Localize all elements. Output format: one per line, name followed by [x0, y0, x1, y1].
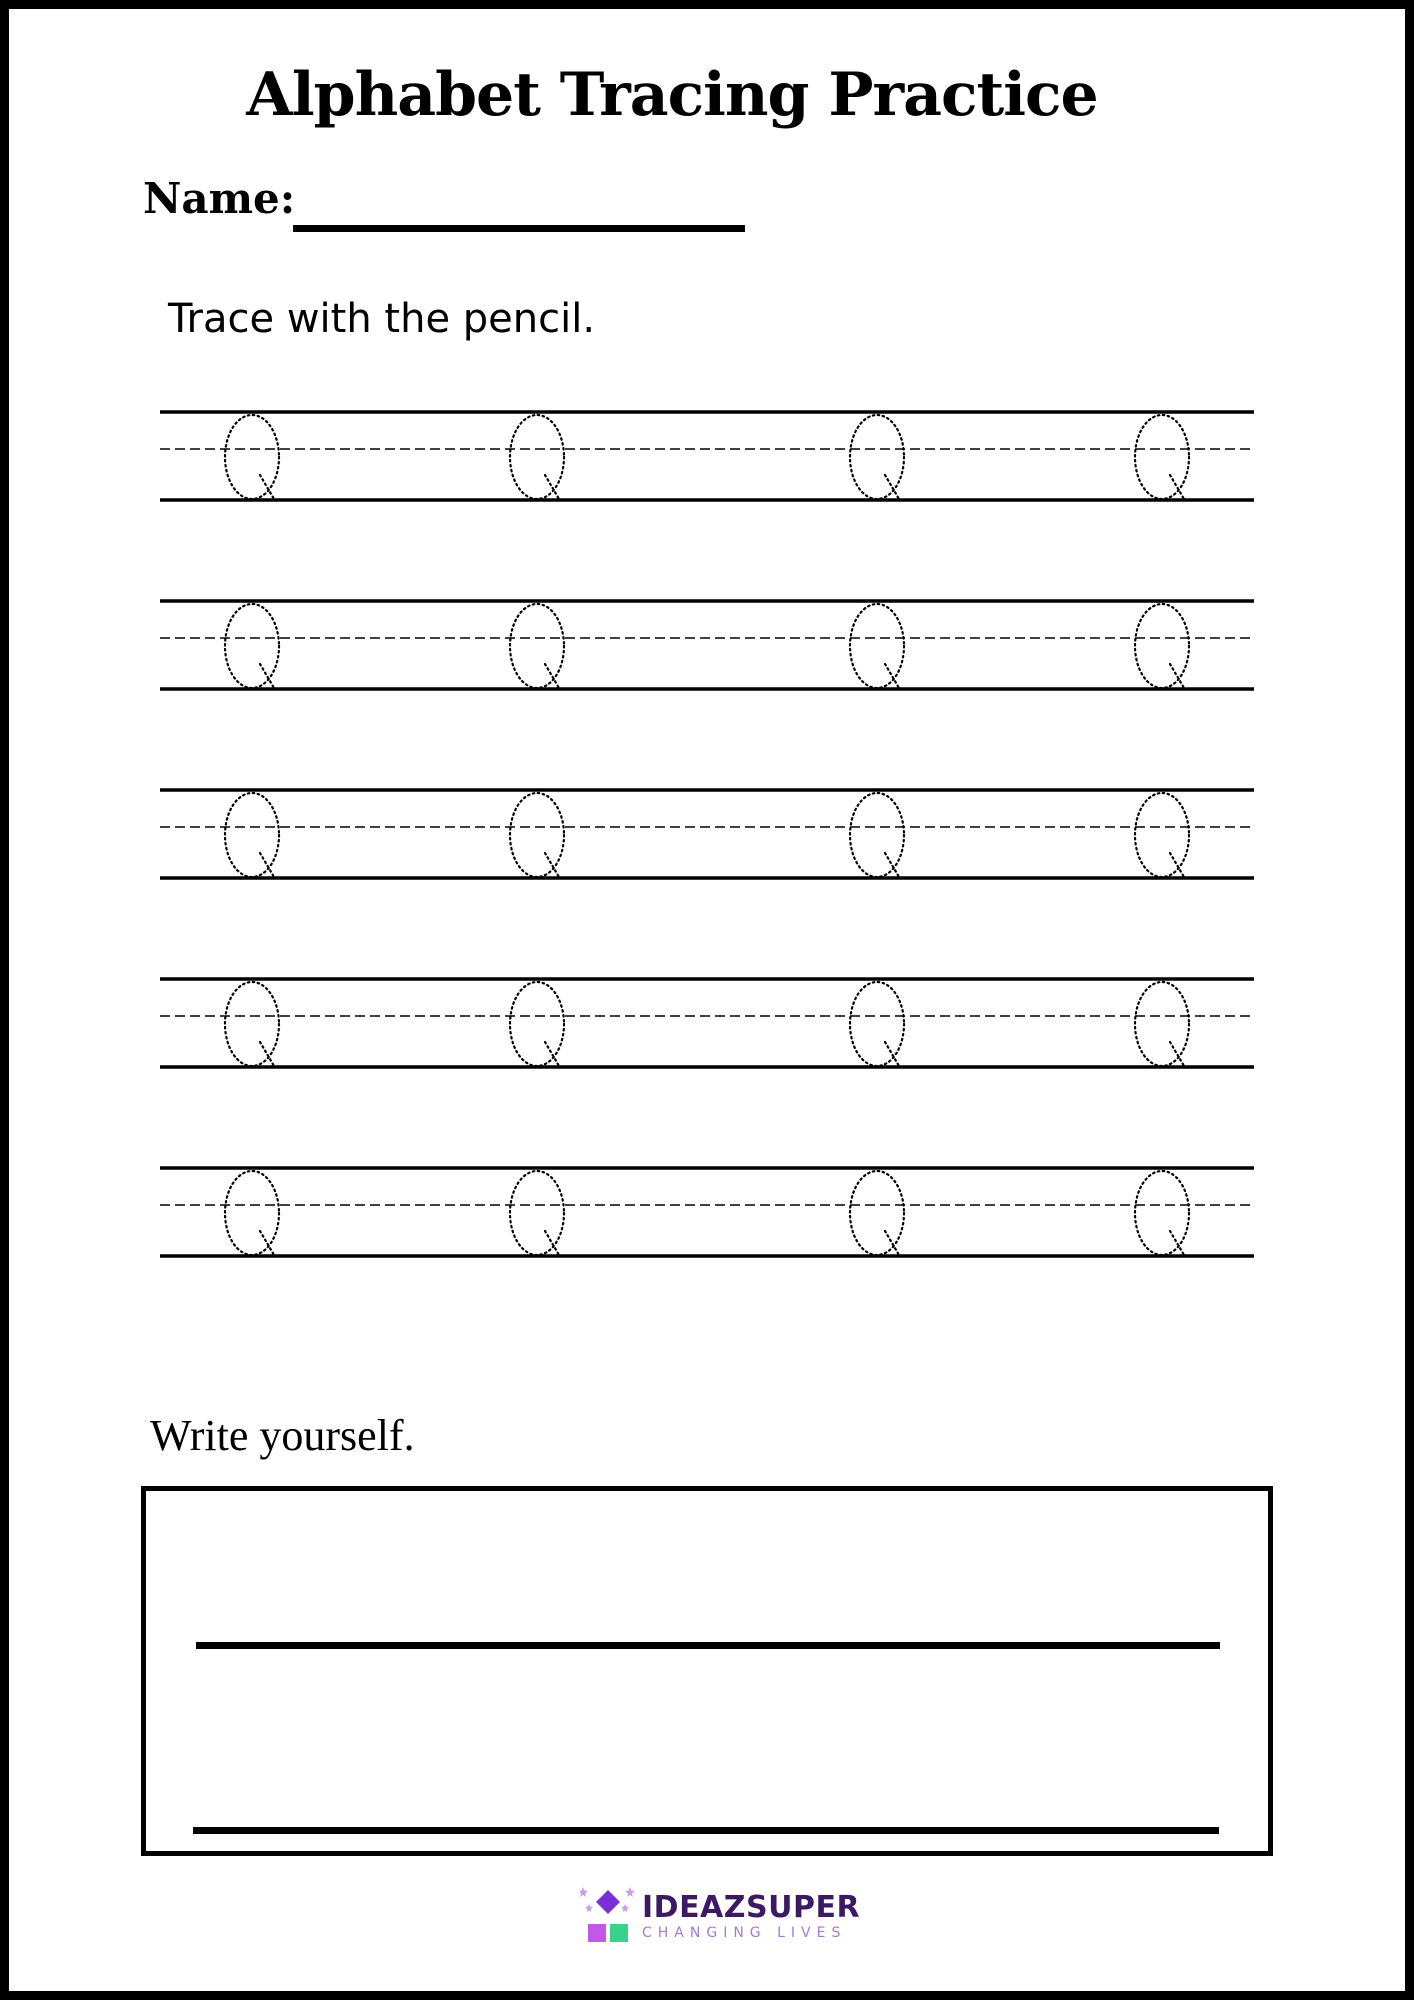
trace-instruction: Trace with the pencil.: [168, 296, 596, 342]
star-icon: [625, 1887, 635, 1897]
traceable-letter-q[interactable]: [510, 793, 564, 877]
traceable-letter-q[interactable]: [225, 415, 279, 499]
diamond-icon: [596, 1890, 620, 1914]
traceable-letter-q[interactable]: [225, 1171, 279, 1255]
traceable-letter-q[interactable]: [510, 1171, 564, 1255]
brand-logo-icon: [580, 1886, 636, 1948]
traceable-letter-q[interactable]: [1135, 982, 1189, 1066]
traceable-letter-q[interactable]: [850, 982, 904, 1066]
traceable-letter-q[interactable]: [510, 415, 564, 499]
tracing-row[interactable]: [160, 412, 1254, 500]
brand-tagline: CHANGING LIVES: [642, 1924, 847, 1941]
traceable-letter-q[interactable]: [1135, 604, 1189, 688]
tracing-rows-svg[interactable]: [160, 404, 1254, 1264]
name-row: [143, 174, 745, 223]
worksheet-title: Alphabet Tracing Practice: [246, 60, 1098, 130]
tracing-row[interactable]: [160, 979, 1254, 1067]
traceable-letter-q[interactable]: [1135, 415, 1189, 499]
brand-name: IDEAZSUPER: [642, 1890, 861, 1926]
star-icon: [580, 1887, 588, 1897]
traceable-letter-q[interactable]: [510, 982, 564, 1066]
star-icon: [621, 1904, 629, 1912]
square-icon: [588, 1924, 606, 1942]
traceable-letter-q[interactable]: [225, 604, 279, 688]
star-icon: [585, 1904, 593, 1912]
brand-logo: [580, 1886, 860, 1948]
tracing-area[interactable]: [160, 404, 1254, 1264]
write-line-1[interactable]: [196, 1642, 1220, 1649]
traceable-letter-q[interactable]: [1135, 793, 1189, 877]
write-box[interactable]: [141, 1486, 1273, 1856]
traceable-letter-q[interactable]: [850, 793, 904, 877]
name-label: Name:: [143, 174, 296, 223]
name-write-line[interactable]: [293, 225, 745, 232]
traceable-letter-q[interactable]: [225, 982, 279, 1066]
traceable-letter-q[interactable]: [850, 604, 904, 688]
brand-text: [642, 1892, 860, 1942]
tracing-row[interactable]: [160, 1168, 1254, 1256]
tracing-row[interactable]: [160, 601, 1254, 689]
traceable-letter-q[interactable]: [850, 415, 904, 499]
tracing-row[interactable]: [160, 790, 1254, 878]
traceable-letter-q[interactable]: [225, 793, 279, 877]
traceable-letter-q[interactable]: [510, 604, 564, 688]
write-line-2[interactable]: [193, 1827, 1219, 1834]
traceable-letter-q[interactable]: [1135, 1171, 1189, 1255]
write-instruction: Write yourself.: [150, 1411, 415, 1460]
square-icon: [610, 1924, 628, 1942]
traceable-letter-q[interactable]: [850, 1171, 904, 1255]
